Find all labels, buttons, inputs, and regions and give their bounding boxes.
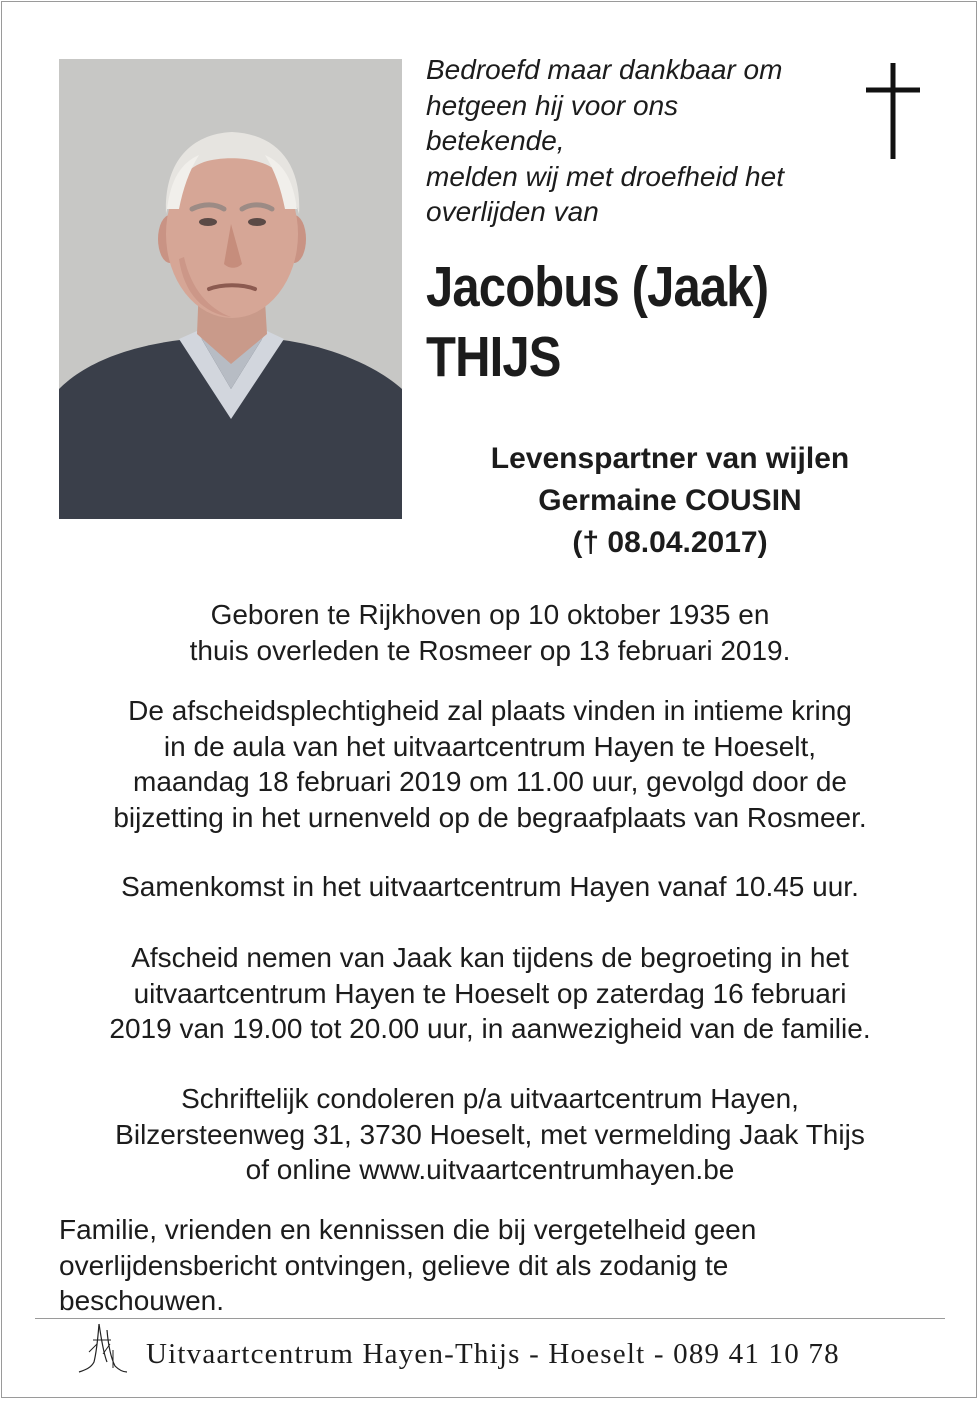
paragraph-line: Schriftelijk condoleren p/a uitvaartcentrum Hayen, — [181, 1083, 799, 1114]
paragraph-line: overlijdensbericht ontvingen, gelieve dit als zodanig te — [59, 1249, 729, 1281]
portrait-photo — [59, 59, 402, 519]
farewell-paragraph — [40, 940, 940, 1047]
partner-death-date: († 08.04.2017) — [572, 526, 768, 559]
paragraph-line: thuis overleden te Rosmeer op 13 februari 2019. — [189, 634, 791, 666]
paragraph-line: Afscheid nemen van Jaak kan tijdens de begroeting in het — [131, 942, 849, 973]
intro-text — [426, 52, 846, 230]
partner-name: Germaine COUSIN — [538, 484, 802, 517]
partner-info — [400, 438, 940, 564]
condolences-paragraph — [40, 1081, 940, 1188]
deceased-first-name: Jacobus (Jaak) — [426, 255, 769, 319]
paragraph-line: of online www.uitvaartcentrumhayen.be — [245, 1154, 735, 1185]
paragraph-line: Bilzersteenweg 31, 3730 Hoeselt, met vermelding Jaak Thijs — [115, 1118, 865, 1150]
footer-divider — [35, 1318, 945, 1319]
paragraph-line: bijzetting in het urnenveld op de begraafplaats van Rosmeer. — [113, 801, 867, 833]
intro-line: Bedroefd maar dankbaar om — [426, 54, 783, 85]
birth-death-paragraph — [40, 597, 940, 668]
funeral-home-contact: Uitvaartcentrum Hayen-Thijs - Hoeselt - 089 41 10 78 — [146, 1338, 840, 1370]
closing-paragraph — [59, 1212, 939, 1319]
gathering-paragraph — [40, 869, 940, 905]
paragraph-line: Familie, vrienden en kennissen die bij vergetelheid geen — [59, 1214, 757, 1245]
paragraph-line: Samenkomst in het uitvaartcentrum Hayen vanaf 10.45 uur. — [121, 871, 859, 902]
paragraph-line: uitvaartcentrum Hayen te Hoeselt op zaterdag 16 februari — [133, 977, 847, 1009]
paragraph-line: in de aula van het uitvaartcentrum Hayen te Hoeselt, — [163, 730, 817, 762]
paragraph-line: De afscheidsplechtigheid zal plaats vinden in intieme kring — [128, 695, 852, 726]
funeral-home-logo-icon — [77, 1322, 129, 1374]
partner-line: Levenspartner van wijlen — [490, 442, 850, 475]
intro-line: overlijden van — [426, 196, 599, 227]
ceremony-paragraph — [40, 693, 940, 835]
intro-line: betekende, — [426, 125, 565, 156]
deceased-name — [426, 252, 768, 392]
cross-icon — [864, 63, 922, 159]
intro-line: melden wij met droefheid het — [426, 160, 784, 192]
paragraph-line: maandag 18 februari 2019 om 11.00 uur, gevolgd door de — [133, 766, 847, 797]
intro-line: hetgeen hij voor ons — [426, 89, 679, 121]
deceased-last-name: THIJS — [426, 325, 561, 389]
paragraph-line: Geboren te Rijkhoven op 10 oktober 1935 en — [210, 599, 770, 630]
paragraph-line: beschouwen. — [59, 1285, 225, 1316]
paragraph-line: 2019 van 19.00 tot 20.00 uur, in aanwezigheid van de familie. — [109, 1013, 871, 1044]
